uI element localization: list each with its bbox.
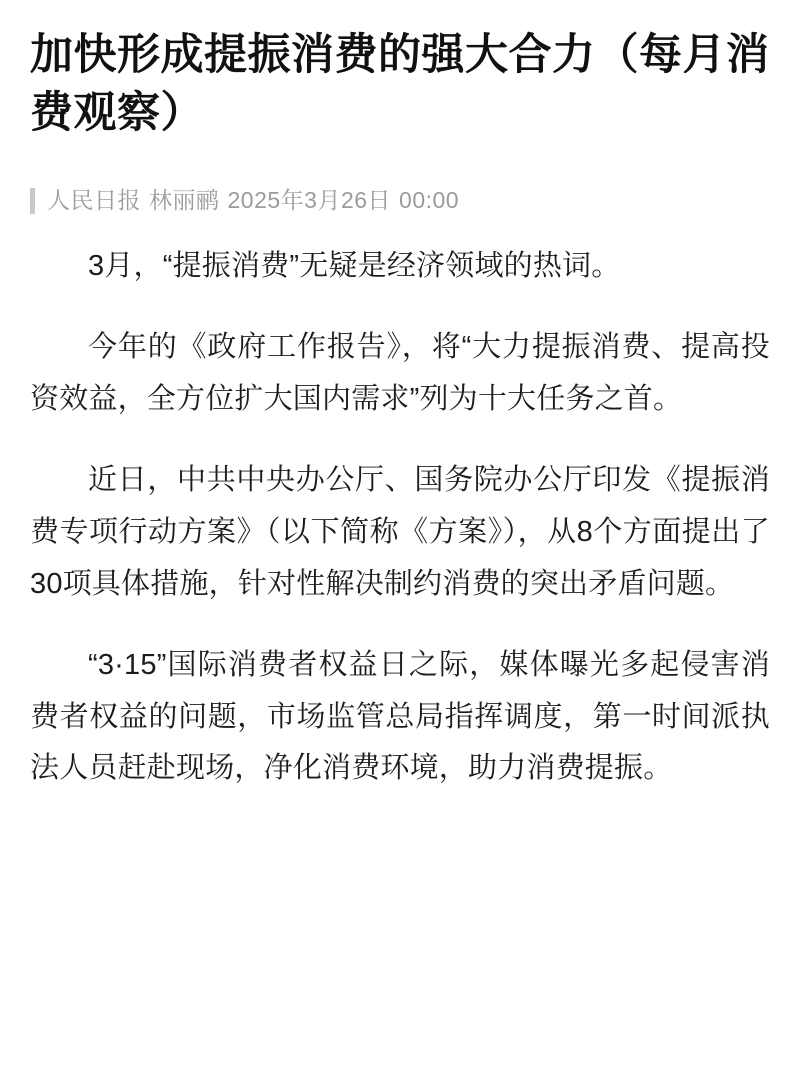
article-body: [30, 241, 770, 795]
meta-source: 人民日报: [47, 186, 141, 213]
meta-text: [47, 187, 459, 215]
paragraph: 今年的《政府工作报告》，将“大力提振消费、提高投资效益，全方位扩大国内需求”列为十大任务之首。: [30, 331, 770, 415]
paragraph: “3·15”国际消费者权益日之际，媒体曝光多起侵害消费者权益的问题，市场监管总局指挥调度，第一时间派执法人员赶赴现场，净化消费环境，助力消费提振。: [30, 649, 770, 785]
meta-date: 2025年3月26日: [227, 186, 392, 213]
paragraph: 近日，中共中央办公厅、国务院办公厅印发《提振消费专项行动方案》（以下简称《方案》），从8个方面提出了30项具体措施，针对性解决制约消费的突出矛盾问题。: [30, 464, 770, 600]
meta-time: 00:00: [399, 186, 460, 213]
meta-accent-bar: [30, 188, 35, 214]
page-title: 加快形成提振消费的强大合力（每月消费观察）: [30, 31, 770, 138]
article-meta: [30, 187, 770, 215]
paragraph: 3月，“提振消费”无疑是经济领域的热词。: [88, 249, 621, 282]
meta-author: 林丽鹂: [149, 186, 220, 213]
